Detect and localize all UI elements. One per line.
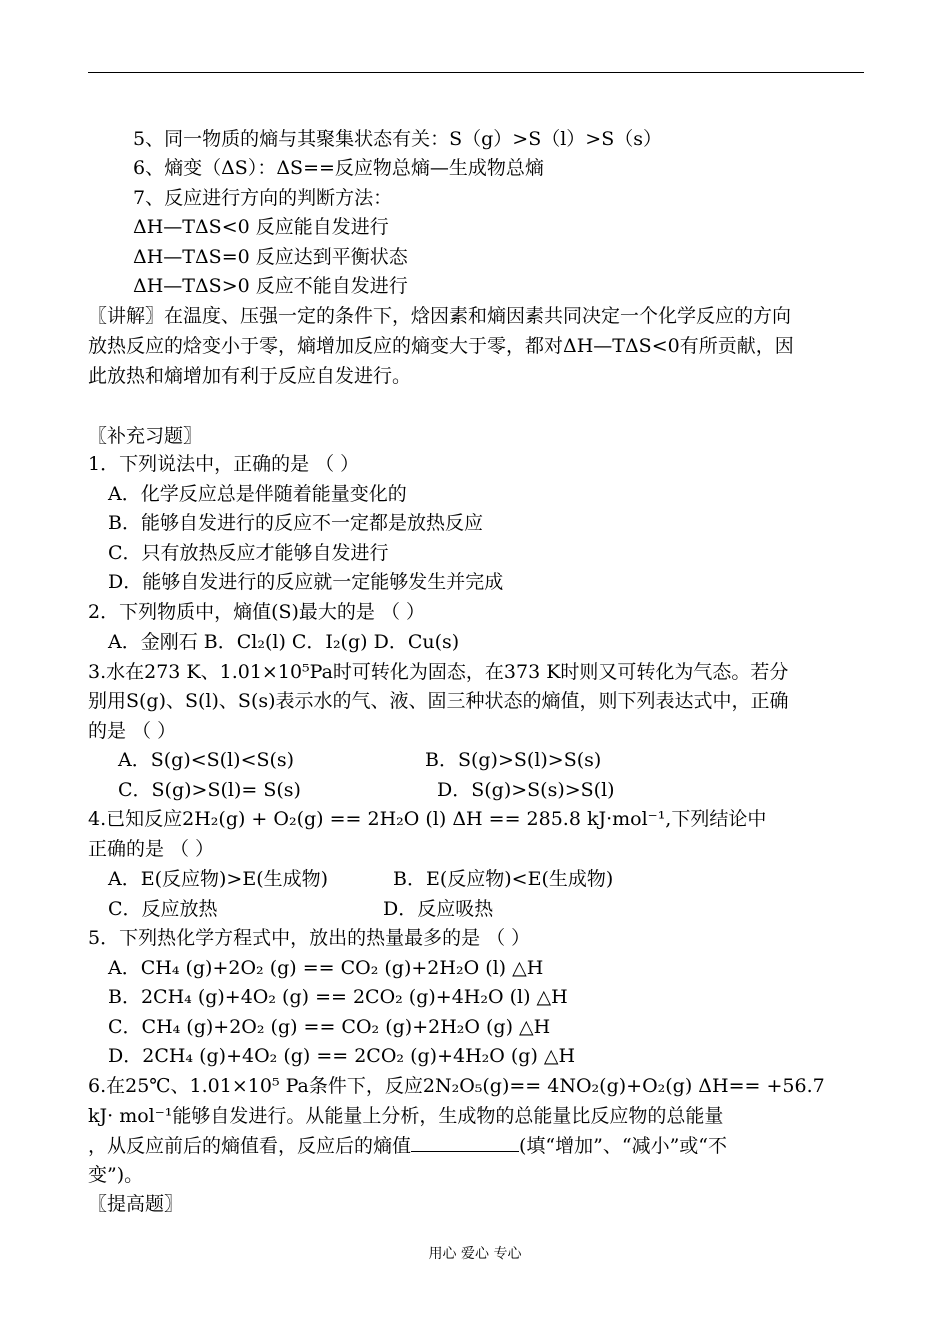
text-line: B．E(反应物)<E(生成物) bbox=[393, 868, 614, 890]
text-line: B．S(g)>S(l)>S(s) bbox=[425, 749, 602, 771]
text-line: C．只有放热反应才能够自发进行 bbox=[108, 542, 389, 564]
answer-blank[interactable] bbox=[411, 1133, 519, 1152]
text-line: A．化学反应总是伴随着能量变化的 bbox=[108, 483, 407, 505]
page-footer: 用心 爱心 专心 bbox=[428, 1246, 522, 1262]
header-rule bbox=[88, 72, 864, 73]
text-line: ΔH—TΔS=0 反应达到平衡状态 bbox=[133, 246, 408, 268]
text-line: 正确的是 （ ） bbox=[88, 838, 215, 860]
text-line: D．2CH₄ (g)+4O₂ (g) == 2CO₂ (g)+4H₂O (g) △H bbox=[108, 1045, 576, 1067]
text-line: A．CH₄ (g)+2O₂ (g) == CO₂ (g)+2H₂O (l) △H bbox=[108, 957, 544, 979]
text-line: 此放热和熵增加有利于反应自发进行。 bbox=[88, 365, 412, 387]
text-line: 2．下列物质中，熵值(S)最大的是 （ ） bbox=[88, 601, 426, 623]
text-line: 〖补充习题〗 bbox=[88, 425, 203, 447]
text-line: 3.水在273 K、1.01×10⁵Pa时可转化为固态，在373 K时则又可转化为气态。若分 bbox=[88, 661, 789, 683]
text-line: C．S(g)>S(l)= S(s) bbox=[118, 779, 301, 801]
text-line: 1．下列说法中，正确的是 （ ） bbox=[88, 453, 360, 475]
text-line: 〖提高题〗 bbox=[88, 1193, 184, 1215]
text-line: D．能够自发进行的反应就一定能够发生并完成 bbox=[108, 571, 504, 593]
blank-suffix: (填“增加”、“减小”或“不 bbox=[519, 1135, 727, 1157]
text-line: ΔH—TΔS>0 反应不能自发进行 bbox=[133, 275, 408, 297]
text-line: A．S(g)<S(l)<S(s) bbox=[118, 749, 295, 771]
blank-prefix: ，从反应前后的熵值看，反应后的熵值 bbox=[88, 1135, 412, 1157]
text-line: B．2CH₄ (g)+4O₂ (g) == 2CO₂ (g)+4H₂O (l) △H bbox=[108, 986, 568, 1008]
text-line: C．反应放热 bbox=[108, 898, 218, 920]
text-line: 变”)。 bbox=[88, 1164, 144, 1186]
text-line: D．S(g)>S(s)>S(l) bbox=[437, 779, 615, 801]
text-line: ΔH—TΔS<0 反应能自发进行 bbox=[133, 216, 389, 238]
text-line: A．金刚石 B．Cl₂(l) C．I₂(g) D．Cu(s) bbox=[108, 631, 460, 653]
text-line: 的是 （ ） bbox=[88, 720, 177, 742]
text-line: A．E(反应物)>E(生成物) bbox=[108, 868, 329, 890]
text-line: 6、熵变（ΔS）：ΔS==反应物总熵—生成物总熵 bbox=[133, 157, 544, 179]
text-line: 5、同一物质的熵与其聚集状态有关：S（g）>S（l）>S（s） bbox=[133, 128, 662, 150]
text-line: kJ· mol⁻¹能够自发进行。从能量上分析，生成物的总能量比反应物的总能量 bbox=[88, 1105, 724, 1127]
text-line: 6.在25℃、1.01×10⁵ Pa条件下，反应2N₂O₅(g)== 4NO₂(g)+O₂(g) ΔH== +56.7 bbox=[88, 1075, 825, 1097]
text-line: D．反应吸热 bbox=[383, 898, 494, 920]
text-line: 4.已知反应2H₂(g) + O₂(g) == 2H₂O (l) ΔH == 285.8 kJ·mol⁻¹,下列结论中 bbox=[88, 808, 767, 830]
text-line: 7、反应进行方向的判断方法： bbox=[133, 187, 393, 209]
text-line: B．能够自发进行的反应不一定都是放热反应 bbox=[108, 512, 483, 534]
text-line: 别用S(g)、S(l)、S(s)表示水的气、液、固三种状态的熵值，则下列表达式中，正确 bbox=[88, 690, 789, 712]
text-line: 放热反应的焓变小于零，熵增加反应的熵变大于零，都对ΔH—TΔS<0有所贡献，因 bbox=[88, 335, 794, 357]
fill-in-blank-line bbox=[88, 1133, 727, 1157]
text-line: 〖讲解〗在温度、压强一定的条件下，焓因素和熵因素共同决定一个化学反应的方向 bbox=[88, 305, 792, 327]
text-line: C．CH₄ (g)+2O₂ (g) == CO₂ (g)+2H₂O (g) △H bbox=[108, 1016, 551, 1038]
text-line: 5．下列热化学方程式中，放出的热量最多的是 （ ） bbox=[88, 927, 531, 949]
